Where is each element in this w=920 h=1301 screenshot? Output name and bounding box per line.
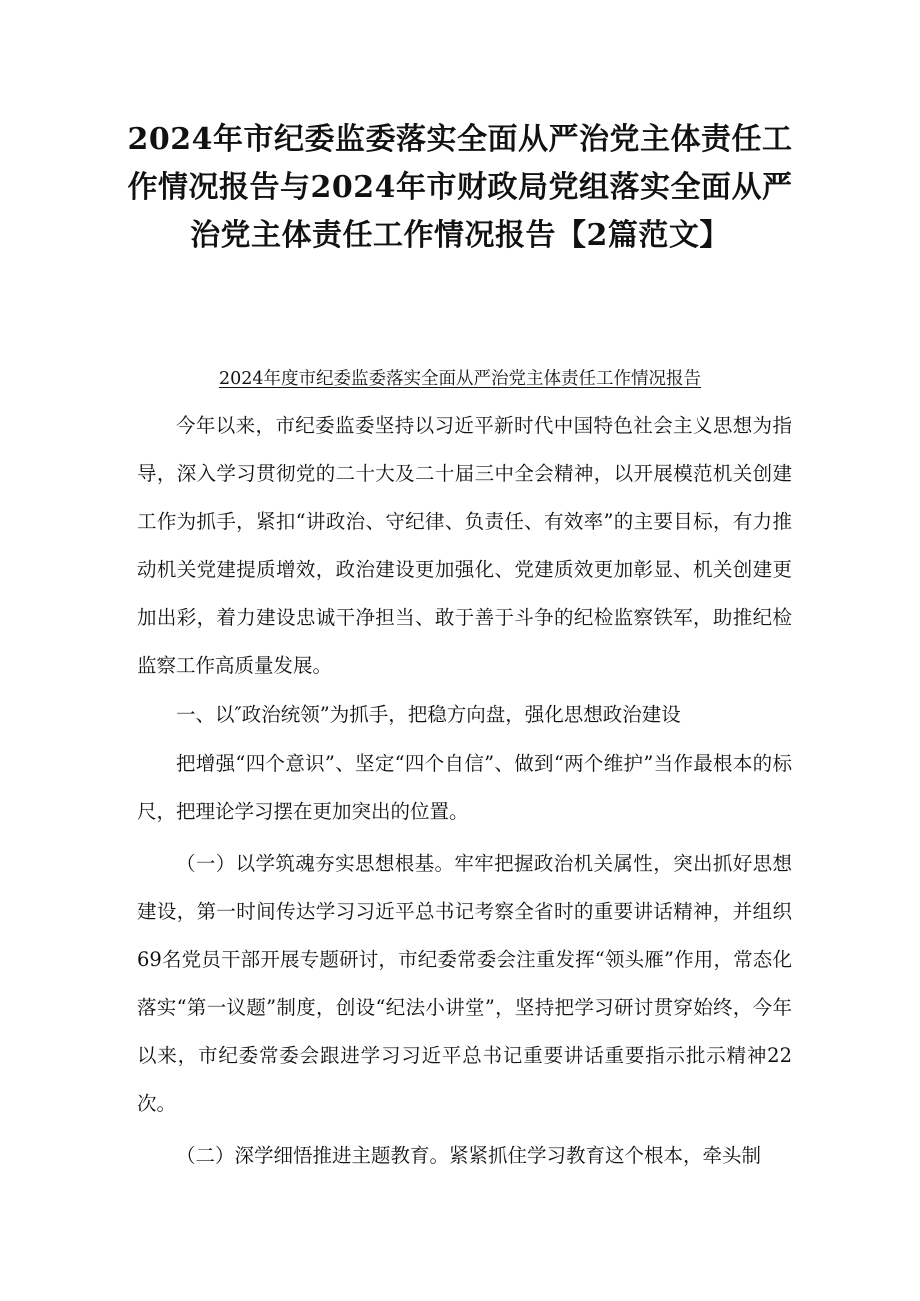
paragraph-intro: 今年以来，市纪委监委坚持以习近平新时代中国特色社会主义思想为指导，深入学习贯彻党的二十大及二十届三中全会精神，以开展模范机关创建工作为抓手，紧扣“讲政治、守纪律、负责任、有效率”的主要目标，有力推动机关党建提质增效，政治建设更加强化、党建质效更加彰显、机关创建更加出彩，着力建设忠诚干净担当、敢于善于斗争的纪检监察铁军，助推纪检监察工作高质量发展。	[137, 414, 792, 677]
paragraph-item-one: （一）以学筑魂夯实思想根基。牢牢把握政治机关属性，突出抓好思想建设，第一时间传达学习习近平总书记考察全省时的重要讲话精神，并组织69名党员干部开展专题研讨，市纪委常委会注重发挥“领头雁”作用，常态化落实“第一议题”制度，创设“纪法小讲堂”，坚持把学习研讨贯穿始终，今年以来，市纪委常委会跟进学习习近平总书记重要讲话重要指示批示精神22次。	[137, 852, 792, 1115]
document-title: 2024年市纪委监委落实全面从严治党主体责任工作情况报告与2024年市财政局党组落实全面从严治党主体责任工作情况报告【2篇范文】	[127, 122, 793, 253]
section-title: 2024年度市纪委监委落实全面从严治党主体责任工作情况报告	[218, 369, 702, 389]
heading-part-one: 一、以″政治统领”为抓手，把稳方向盘，强化思想政治建设	[176, 703, 681, 726]
paragraph-item-two: （二）深学细悟推进主题教育。紧紧抓住学习教育这个根本，牵头制	[176, 1144, 762, 1167]
paragraph-part-one-summary: 把增强“四个意识”、坚定“四个自信”、做到“两个维护”当作最根本的标尺，把理论学习摆在更加突出的位置。	[137, 752, 792, 823]
